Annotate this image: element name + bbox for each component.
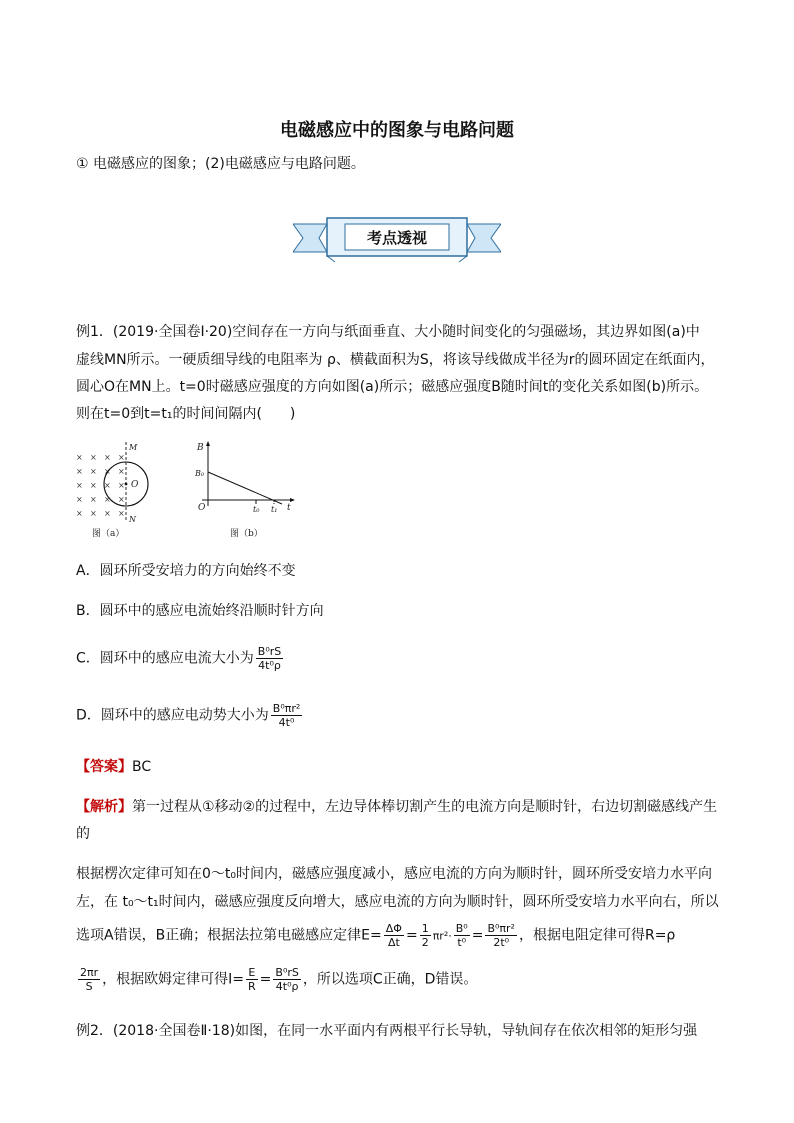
svg-text:×: × — [90, 481, 97, 490]
svg-text:×: × — [118, 467, 125, 476]
answer-tag: 【答案】 — [76, 759, 132, 775]
svg-text:×: × — [104, 509, 111, 518]
option-c-fraction: $\frac{\text{B⁰rS}}{\text{4t⁰ρ}}$ — [257, 645, 282, 672]
option-b: B．圆环中的感应电流始终沿顺时针方向 — [76, 603, 324, 619]
magnetic-field-crosses — [76, 453, 125, 518]
figure-a-caption: 图（a） — [92, 529, 125, 539]
answer-line — [76, 757, 151, 777]
svg-text:×: × — [118, 495, 125, 504]
svg-text:×: × — [118, 453, 125, 462]
svg-text:×: × — [90, 467, 97, 476]
option-d-fraction: $\frac{\text{B⁰πr²}}{\text{4t⁰}}$ — [272, 702, 301, 729]
svg-text:×: × — [76, 481, 83, 490]
svg-text:×: × — [104, 467, 111, 476]
example1-line-2: 虚线MN所示。一硬质细导线的电阻率为 ρ、横截面积为S，将该导线做成半径为r的圆环固定在纸面内， — [76, 352, 715, 368]
svg-text:×: × — [90, 453, 97, 462]
example1-figure — [70, 438, 300, 544]
svg-text:×: × — [76, 467, 83, 476]
answer-value: BC — [132, 759, 152, 775]
page-title: 电磁感应中的图象与电路问题 — [280, 120, 514, 141]
banner-label: 考点透视 — [366, 229, 428, 247]
option-d: D．圆环中的感应电动势大小为 $\frac{\text{B⁰πr²}}{\text{4t⁰}}$ — [76, 702, 301, 729]
figure-a — [76, 442, 148, 539]
figure-b-caption: 图（b） — [230, 529, 263, 539]
example1-line-1: 例1．(2019·全国卷Ⅰ·20)空间存在一方向与纸面垂直、大小随时间变化的匀强磁场，其边界如图(a)中 — [76, 324, 700, 340]
svg-text:t₀: t₀ — [253, 505, 260, 514]
option-a: A．圆环所受安培力的方向始终不变 — [76, 563, 296, 579]
figure-b — [194, 441, 295, 539]
option-c: C．圆环中的感应电流大小为 $\frac{\text{B⁰rS}}{\text{4t⁰ρ}}$ — [76, 645, 282, 672]
solution-line-4: $\frac{2\pi r}{S}$ ，根据欧姆定律可得I= $\frac{E}{R}$ = $\frac{\text{B⁰rS}}{\text{4t⁰ρ}}$ ，所以选项C正确，D错误。 — [80, 966, 478, 993]
svg-text:O: O — [198, 503, 206, 513]
svg-text:×: × — [118, 509, 125, 518]
svg-text:×: × — [76, 495, 83, 504]
analysis-line-2: 的 — [76, 826, 90, 842]
solution-line-1: 根据楞次定律可知在0～t₀时间内，磁感应强度减小，感应电流的方向为顺时针，圆环所受安培力水平向 — [76, 866, 713, 882]
analysis-tag: 【解析】 — [76, 799, 132, 815]
example1-line-4: 则在t=0到t=t₁的时间间隔内( ) — [76, 406, 296, 422]
analysis-line-1: 【解析】第一过程从①移动②的过程中，左边导体棒切割产生的电流方向是顺时针，右边切割磁感线产生 — [76, 799, 718, 815]
svg-text:×: × — [76, 509, 83, 518]
solution-line-3: 选项A错误，B正确；根据法拉第电磁感应定律E= $\frac{\Delta\Phi}{\Delta t}$ = $\frac{1}{2}$ πr²· $\frac{\text{B⁰}}{\text{t⁰}}$ = $\frac{\text{B⁰πr²}}{\text{2t⁰}}$ ，根据电阻定律可得R=ρ — [76, 922, 676, 949]
solution-line-2: 左，在 t₀～t₁时间内，磁感应强度反向增大，感应电流的方向为顺时针，圆环所受安培力水平向右，所以 — [76, 894, 719, 910]
svg-text:t₁: t₁ — [271, 505, 278, 514]
svg-text:M: M — [129, 443, 138, 452]
svg-text:×: × — [90, 495, 97, 504]
svg-text:N: N — [129, 515, 136, 524]
svg-text:×: × — [104, 495, 111, 504]
svg-text:×: × — [90, 509, 97, 518]
svg-text:B₀: B₀ — [195, 469, 205, 478]
svg-text:×: × — [118, 481, 125, 490]
example1-line-3: 圆心O在MN上。t=0时磁感应强度的方向如图(a)所示；磁感应强度B随时间t的变化关系如图(b)所示。 — [76, 379, 709, 395]
svg-text:O: O — [131, 480, 139, 490]
svg-text:×: × — [104, 453, 111, 462]
svg-text:B: B — [197, 443, 204, 453]
svg-text:×: × — [104, 481, 111, 490]
example2-line-1: 例2．(2018·全国卷Ⅱ·18)如图，在同一水平面内有两根平行长导轨，导轨间存在依次相邻的矩形匀强 — [76, 1023, 698, 1039]
section-banner — [293, 216, 501, 266]
intro-text: ① 电磁感应的图象；(2)电磁感应与电路问题。 — [76, 156, 365, 172]
svg-text:×: × — [76, 453, 83, 462]
svg-text:t: t — [287, 503, 291, 513]
